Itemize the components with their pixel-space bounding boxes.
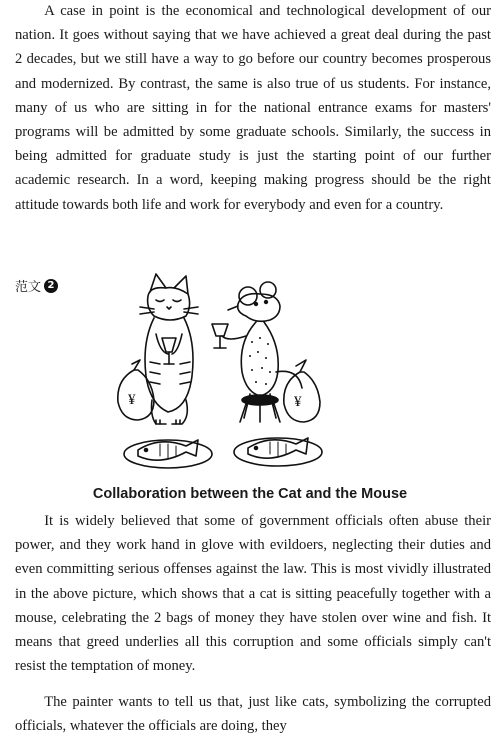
section-label <box>15 276 58 295</box>
essay-title: Collaboration between the Cat and the Mouse <box>92 486 408 502</box>
left-fish-plate <box>124 440 212 468</box>
section-label-text: 范文 <box>15 280 42 295</box>
right-bag-yuan-symbol: ¥ <box>294 394 302 410</box>
intro-paragraph-block <box>15 0 491 217</box>
intro-paragraph: A case in point is the economical and technological development of our nation. It goes without saying that we have achieved a great deal during the past 2 decades, but we still have a way to go before our country becomes prosperous and modernized. By contrast, the same is also true of us students. For instance, many of us who are sitting in for the national entrance exams for masters' programs will be admitted by some graduate schools. Similarly, the success in being admitted for graduate study is just the starting point of our further academic research. In a word, keeping making progress should be the right attitude towards both life and work for everybody and even for a country. <box>15 3 491 213</box>
right-fish-plate <box>234 438 322 466</box>
cat-figure <box>140 274 198 424</box>
right-money-bag <box>284 360 320 422</box>
essay-paragraph-1: It is widely believed that some of government officials often abuse their power, and they work hand in glove with evildoers, neglecting their duties and even committing serious offenses against the law. This is most vividly illustrated in the above picture, which shows that a cat is sitting peacefully together with a mouse, celebrating the 2 bags of money they have stolen over wine and fish. It means that greed underlies all this corruption and some officials simply can't resist the temptation of money. <box>15 513 491 675</box>
essay-paragraph-2-block <box>15 690 491 738</box>
essay-paragraph-1-block <box>15 509 491 678</box>
left-bag-yuan-symbol: ¥ <box>128 392 136 408</box>
section-number-badge: 2 <box>44 279 58 293</box>
mouse-wine-glass <box>212 324 228 348</box>
essay-paragraph-2: The painter wants to tell us that, just like cats, symbolizing the corrupted officials, whatever the officials are doing, they <box>15 694 491 735</box>
cat-and-mouse-illustration <box>110 272 390 480</box>
